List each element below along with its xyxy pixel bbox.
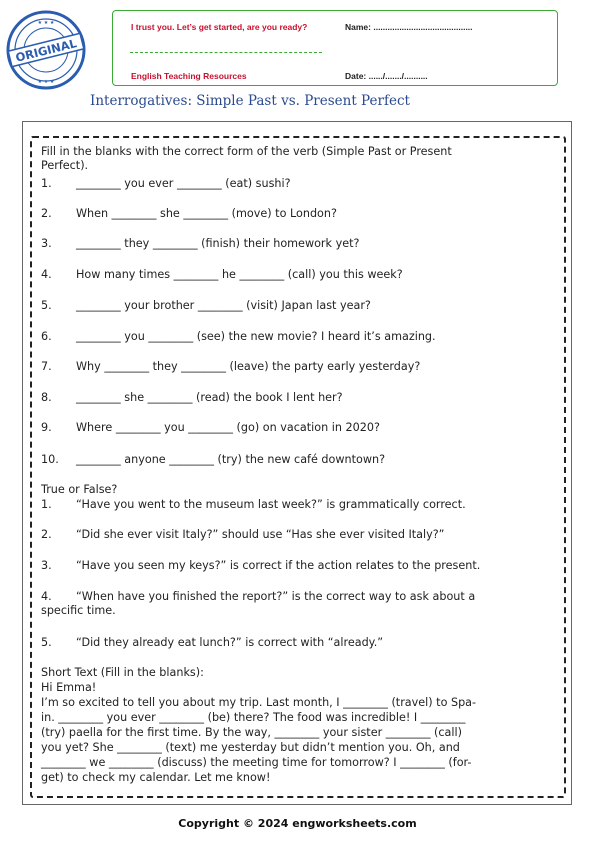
letter-line: I’m so excited to tell you about my trip. Last month, I ________ (travel) to Spa- — [41, 696, 477, 709]
section1-instruction-cont: Perfect). — [41, 159, 89, 172]
true-false-item: “Have you seen my keys?” is correct if the action relates to the present. — [76, 559, 481, 572]
header-divider — [130, 52, 322, 53]
header-tagline: I trust you. Let’s get started, are you ready? — [131, 22, 308, 32]
true-false-item: “When have you finished the report?” is the correct way to ask about a — [76, 590, 476, 603]
item-number: 2. — [41, 528, 52, 541]
letter-line: get) to check my calendar. Let me know! — [41, 771, 271, 784]
item-number: 4. — [41, 590, 52, 603]
letter-line: you yet? She ________ (text) me yesterday but didn’t mention you. Oh, and — [41, 741, 460, 754]
copyright-footer: Copyright © 2024 engworksheets.com — [178, 817, 417, 830]
fill-blank-item: ________ they ________ (finish) their homework yet? — [76, 237, 360, 250]
fill-blank-item: ________ your brother ________ (visit) Japan last year? — [76, 299, 371, 312]
name-field-label[interactable]: Name: .......................................... — [345, 22, 473, 32]
letter-line: ________ we ________ (discuss) the meeting time for tomorrow? I ________ (for- — [41, 756, 472, 769]
item-number: 8. — [41, 391, 52, 404]
fill-blank-item: ________ anyone ________ (try) the new café downtown? — [76, 453, 386, 466]
section1-instruction: Fill in the blanks with the correct form of the verb (Simple Past or Present — [41, 145, 452, 158]
true-false-item-cont: specific time. — [41, 604, 116, 617]
item-number: 7. — [41, 360, 52, 373]
true-false-item: “Did she ever visit Italy?” should use “Has she ever visited Italy?” — [76, 528, 445, 541]
true-false-item: “Did they already eat lunch?” is correct with “already.” — [76, 636, 384, 649]
fill-blank-item: ________ she ________ (read) the book I lent her? — [76, 391, 343, 404]
section2-heading: True or False? — [41, 483, 118, 496]
page-title: Interrogatives: Simple Past vs. Present Perfect — [90, 93, 410, 109]
item-number: 3. — [41, 559, 52, 572]
item-number: 4. — [41, 268, 52, 281]
item-number: 1. — [41, 177, 52, 190]
fill-blank-item: Why ________ they ________ (leave) the party early yesterday? — [76, 360, 421, 373]
svg-text:★ ★ ★: ★ ★ ★ — [37, 79, 55, 85]
letter-greeting: Hi Emma! — [41, 681, 97, 694]
letter-line: (try) paella for the first time. By the way, ________ your sister ________ (call) — [41, 726, 462, 739]
item-number: 1. — [41, 498, 52, 511]
section3-heading: Short Text (Fill in the blanks): — [41, 666, 204, 679]
svg-text:★ ★ ★: ★ ★ ★ — [37, 20, 55, 26]
date-field-label[interactable]: Date: ....../......./.......... — [345, 71, 428, 81]
letter-line: in. ________ you ever ________ (be) there? The food was incredible! I ________ — [41, 711, 466, 724]
item-number: 5. — [41, 299, 52, 312]
item-number: 5. — [41, 636, 52, 649]
fill-blank-item: How many times ________ he ________ (call) you this week? — [76, 268, 403, 281]
header-brand: English Teaching Resources — [131, 71, 247, 81]
fill-blank-item: When ________ she ________ (move) to London? — [76, 207, 337, 220]
item-number: 9. — [41, 421, 52, 434]
fill-blank-item: ________ you ever ________ (eat) sushi? — [76, 177, 291, 190]
fill-blank-item: Where ________ you ________ (go) on vacation in 2020? — [76, 421, 380, 434]
svg-text:ORIGINAL: ORIGINAL — [14, 36, 79, 65]
true-false-item: “Have you went to the museum last week?” is grammatically correct. — [76, 498, 466, 511]
item-number: 6. — [41, 330, 52, 343]
item-number: 10. — [41, 453, 59, 466]
fill-blank-item: ________ you ________ (see) the new movie? I heard it’s amazing. — [76, 330, 436, 343]
original-stamp-logo — [4, 8, 88, 92]
item-number: 3. — [41, 237, 52, 250]
item-number: 2. — [41, 207, 52, 220]
